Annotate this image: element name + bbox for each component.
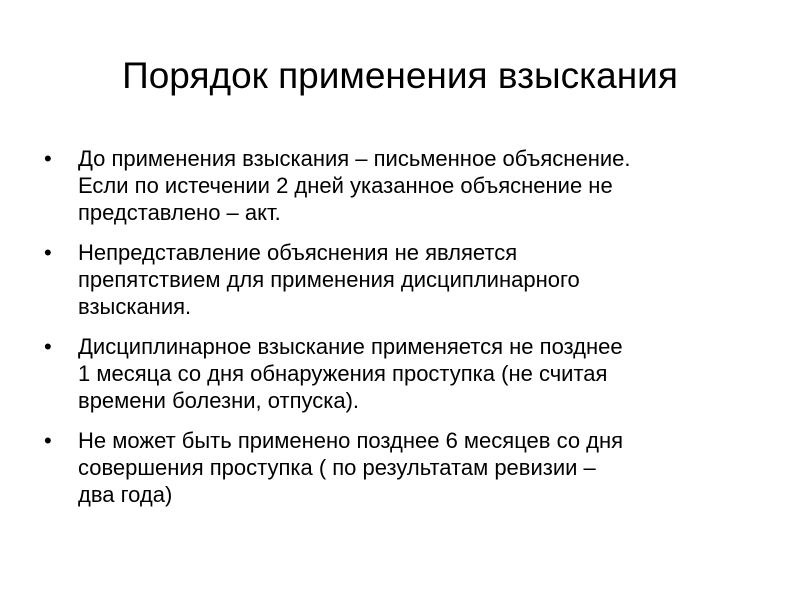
bullet-line: Не может быть применено позднее 6 месяцев со дня bbox=[78, 428, 624, 453]
bullet-line: времени болезни, отпуска). bbox=[78, 388, 360, 413]
bullet-item bbox=[42, 239, 762, 320]
bullet-icon: • bbox=[44, 334, 52, 359]
bullet-line: 1 месяца со дня обнаружения проступка (не считая bbox=[78, 361, 608, 386]
bullet-text bbox=[78, 427, 762, 508]
bullet-icon: • bbox=[44, 428, 52, 453]
bullet-item bbox=[42, 427, 762, 508]
bullet-item bbox=[42, 145, 762, 226]
bullet-list bbox=[42, 145, 762, 521]
bullet-icon: • bbox=[44, 146, 52, 171]
bullet-line: взыскания. bbox=[78, 294, 192, 319]
bullet-line: До применения взыскания – письменное объяснение. bbox=[78, 146, 631, 171]
bullet-line: Непредставление объяснения не является bbox=[78, 240, 518, 265]
bullet-text bbox=[78, 145, 762, 226]
bullet-line: представлено – акт. bbox=[78, 200, 281, 225]
bullet-line: совершения проступка ( по результатам ревизии – bbox=[78, 455, 596, 480]
bullet-line: Дисциплинарное взыскание применяется не позднее bbox=[78, 334, 623, 359]
bullet-icon: • bbox=[44, 240, 52, 265]
bullet-line: препятствием для применения дисциплинарного bbox=[78, 267, 580, 292]
bullet-line: два года) bbox=[78, 482, 173, 507]
bullet-line: Если по истечении 2 дней указанное объяснение не bbox=[78, 173, 613, 198]
bullet-text bbox=[78, 239, 762, 320]
slide-title: Порядок применения взыскания bbox=[122, 55, 678, 96]
bullet-text bbox=[78, 333, 762, 414]
bullet-item bbox=[42, 333, 762, 414]
